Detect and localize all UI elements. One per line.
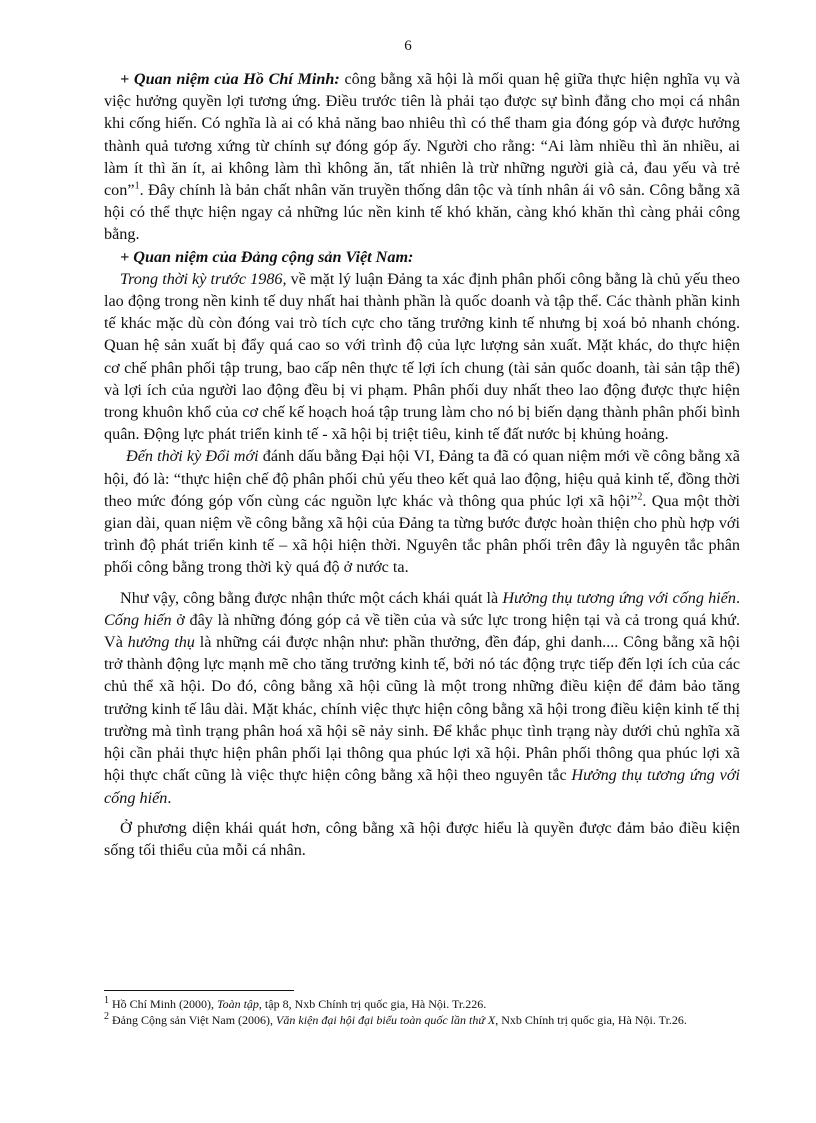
footnote-2 (104, 1010, 740, 1029)
footnote-number: 2 (104, 1010, 109, 1022)
paragraph-nhu-vay (104, 587, 740, 809)
footnotes (104, 997, 740, 1028)
footnote-text: Đảng Cộng sản Việt Nam (2006), (112, 1012, 277, 1027)
paragraph-text: Như vậy, công bằng được nhận thức một cách khái quát là (120, 588, 503, 607)
italic-term: Cống hiến (104, 610, 172, 629)
body-text (104, 68, 740, 861)
paragraph-text: ở đây là những đóng góp cả về tiền của và sức lực trong hiện tại và cả trong quá khứ. Và (104, 610, 740, 652)
footnote-text: Hồ Chí Minh (2000), (112, 997, 217, 1011)
italic-lead: Trong thời kỳ trước 1986, (120, 269, 287, 288)
footnote-text: , Nxb Chính trị quốc gia, Hà Nội. Tr.26. (495, 1012, 687, 1027)
page-number: 6 (404, 38, 412, 54)
paragraph-ho-chi-minh (104, 68, 740, 246)
paragraph-text: . (735, 588, 740, 607)
heading-ho-chi-minh: + Quan niệm của Hồ Chí Minh: (120, 70, 340, 88)
paragraph-text: đánh dấu bằng Đại hội VI, Đảng ta đã có quan niệm mới về công bằng xã hội, đó là: “thực hiện chế độ phân phối chủ yếu theo kết quả lao động, hiệu quả kinh tế, đồng thời theo mức đóng góp vốn cùng các nguồn lực khác và thông qua phúc lợi xã hội” (104, 447, 740, 510)
footnote-ref-2[interactable]: 2 (637, 491, 643, 503)
footnote-number: 1 (104, 995, 109, 1006)
footnote-divider (104, 990, 294, 991)
paragraph-truoc-1986 (104, 268, 740, 446)
italic-term: Hưởng thụ tương ứng với cống hiến (502, 588, 736, 607)
heading-dang-cong-san (104, 246, 740, 268)
paragraph-text: công bằng xã hội là mối quan hệ giữa thực hiện nghĩa vụ và việc hưởng quyền lợi tương ứng. Điều trước tiên là phải tạo được sự bình đẳng cho mọi cá nhân khi cống hiến. Có nghĩa là ai có khả năng bao nhiêu thì có thể tham gia đóng góp và được hưởng thành quả tương xứng từ chính sự đóng góp ấy. Người cho rằng: “Ai làm nhiều thì ăn nhiều, ai làm ít thì ăn ít, ai không làm thì không ăn, tất nhiên là trừ những người già cả, đau yếu và trẻ con” (104, 70, 741, 200)
paragraph-text: . Đây chính là bản chất nhân văn truyền thống dân tộc và tính nhân ái vô sản. Công bằng xã hội có thể thực hiện ngay cả những lúc nền kinh tế khó khăn, càng khó khăn thì càng phải công bằng. (104, 181, 740, 244)
footnote-1 (104, 997, 740, 1013)
footnote-ref-1[interactable]: 1 (134, 180, 140, 192)
heading-text: + Quan niệm của Đảng cộng sản Việt Nam: (120, 247, 414, 266)
paragraph-phuong-dien (104, 817, 740, 861)
paragraph-doi-moi (104, 445, 740, 578)
footnote-title: Văn kiện đại hội đại biểu toàn quốc lần thứ X (276, 1012, 496, 1027)
paragraph-text: . (167, 788, 172, 807)
italic-term: hưởng thụ (127, 633, 195, 652)
footnote-text: , tập 8, Nxb Chính trị quốc gia, Hà Nội. Tr.226. (258, 997, 487, 1011)
paragraph-text: Ở phương diện khái quát hơn, công bằng xã hội được hiểu là quyền được đảm bảo điều kiện sống tối thiểu của mỗi cá nhân. (104, 818, 740, 859)
footnote-title: Toàn tập (217, 997, 259, 1011)
italic-term: Hưởng thụ tương ứng với cống hiến (104, 766, 740, 807)
italic-lead: Đến thời kỳ Đổi mới (126, 447, 259, 466)
paragraph-text: . Qua một thời gian dài, quan niệm về công bằng xã hội của Đảng ta từng bước được hoàn thiện cho phù hợp với trình độ phát triển kinh tế – xã hội hiện thời. Nguyên tắc phân phối trên đây là nguyên tắc phân phối công bằng trong thời kỳ quá độ ở nước ta. (104, 491, 740, 577)
paragraph-text: là những cái được nhận như: phần thưởng, đền đáp, ghi danh.... Công bằng xã hội trở thành động lực mạnh mẽ cho tăng trưởng kinh tế, bởi nó tác động trực tiếp đến lợi ích của các chủ thể xã hội. Do đó, công bằng xã hội cũng là một trong những điều kiện để đảm bảo tăng trưởng kinh tế lâu dài. Mặt khác, chính việc thực hiện công bằng xã hội trong điều kiện kinh tế thị trường mà tình trạng phân hoá xã hội sẽ nảy sinh. Để khắc phục tình trạng này dưới chủ nghĩa xã hội cần phải thực hiện phân phối lại thông qua phúc lợi xã hội. Phân phối thông qua phúc lợi xã hội thực chất cũng là việc thực hiện công bằng xã hội theo nguyên tắc (104, 633, 741, 785)
paragraph-text: về mặt lý luận Đảng ta xác định phân phối công bằng là chủ yếu theo lao động trong nền kinh tế duy nhất hai thành phần là quốc doanh và tập thể. Các thành phần kinh tế khác mặc dù còn đóng vai trò tích cực cho tăng trưởng kinh tế nhưng bị xoá bỏ nhanh chóng. Quan hệ sản xuất bị đẩy quá cao so với trình độ của lực lượng sản xuất. Mặt khác, do thực hiện cơ chế phân phối tập trung, bao cấp nên thực tế lợi ích chung (tài sản quốc doanh, tài sản tập thể) và lợi ích của người lao động đều bị vi phạm. Phân phối duy nhất theo lao động được thực hiện trong khuôn khổ của cơ chế kế hoạch hoá tập trung làm cho nó bị biến dạng thành phân phối bình quân. Động lực phát triển kinh tế - xã hội bị triệt tiêu, kinh tế đất nước bị khủng hoảng. (104, 269, 740, 444)
